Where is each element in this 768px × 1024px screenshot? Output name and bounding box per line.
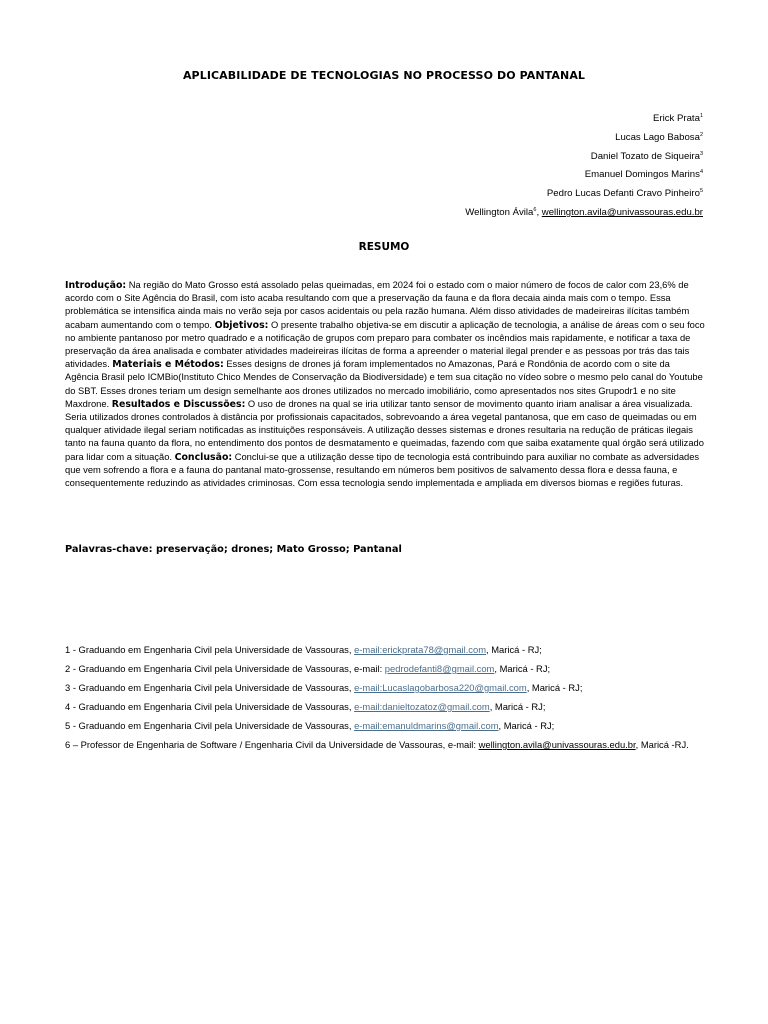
author-name: Erick Prata xyxy=(653,113,700,124)
footnote-text: 1 - Graduando em Engenharia Civil pela Universidade de Vassouras, xyxy=(65,644,355,655)
footnote-text: 4 - Graduando em Engenharia Civil pela Universidade de Vassouras, xyxy=(65,701,355,712)
footnote-text: 5 - Graduando em Engenharia Civil pela Universidade de Vassouras, xyxy=(65,720,355,731)
footnote-suffix: , Maricá - RJ; xyxy=(498,720,555,731)
footnote-email-link[interactable]: pedrodefanti8@gmail.com xyxy=(384,663,495,674)
author-footnote-ref: 4 xyxy=(699,169,703,176)
author-line xyxy=(465,147,703,166)
author-separator: , xyxy=(536,206,542,218)
author-email-link[interactable]: wellington.avila@univassouras.edu.br xyxy=(541,206,703,218)
footnote-item xyxy=(65,662,710,681)
keywords-line: Palavras-chave: preservação; drones; Mato Grosso; Pantanal xyxy=(65,544,402,555)
author-footnote-ref: 3 xyxy=(699,150,703,157)
objetivos-label: Objetivos: xyxy=(214,319,269,331)
author-name: Lucas Lago Babosa xyxy=(615,131,700,143)
footnote-item xyxy=(65,719,710,738)
objetivos-text: O presente trabalho objetiva-se em discutir a aplicação de tecnologia, a análise de áreas com o seu foco no ambiente pantanoso por metro quadrado e a notificação de grupos com preparo para combater os incêndios mais rapidamente, e notificar a taxa de preservação da área analisada e combater atividades madeireiras ilícitas de forma a apreender o material ilegal prender e as pessoas por trás das tais atividades. xyxy=(65,319,705,370)
author-footnote-ref: 1 xyxy=(699,113,703,119)
author-name: Daniel Tozato de Siqueira xyxy=(590,150,700,162)
footnotes xyxy=(65,643,710,751)
footnote-email-link[interactable]: e-mail:danieltozatoz@gmail.com xyxy=(354,701,490,712)
footnote-item xyxy=(65,681,710,700)
resultados-label: Resultados e Discussões: xyxy=(111,398,246,410)
footnote-text: 3 - Graduando em Engenharia Civil pela Universidade de Vassouras, xyxy=(65,682,355,693)
author-line xyxy=(465,184,703,203)
author-line xyxy=(465,109,703,128)
footnote-item xyxy=(65,643,710,662)
footnote-suffix: , Maricá - RJ; xyxy=(486,644,542,655)
document-title: APLICABILIDADE DE TECNOLOGIAS NO PROCESSO DO PANTANAL xyxy=(182,69,586,82)
resumo-heading: RESUMO xyxy=(358,241,410,253)
abstract-paragraph xyxy=(65,279,705,490)
footnote-email-link[interactable]: e-mail:Lucaslagobarbosa220@gmail.com xyxy=(354,682,527,693)
author-footnote-ref: 2 xyxy=(699,131,703,138)
intro-text: Na região do Mato Grosso está assolado pelas queimadas, em 2024 foi o estado com o maior número de focos de calor com 23,6% de acordo com o Site Agência do Brasil, com isto acaba resultando com que a preservação da fauna e da flora decaia ainda mais com o tempo. Essa problemática se intensifica ainda mais no verão seja por casos acidentais ou pela razão humana. Além disso atividades de madeireiras ilícitas também acabam aumentando com o tempo. xyxy=(65,280,690,330)
footnote-item xyxy=(65,700,710,719)
author-line xyxy=(465,203,703,222)
author-list xyxy=(465,109,703,222)
footnote-email-link[interactable]: e-mail:emanuldmarins@gmail.com xyxy=(354,720,499,731)
conclusao-text: Conclui-se que a utilização desse tipo de tecnologia está contribuindo para auxiliar no combate as adversidades que vem sofrendo a flora e a fauna do pantanal mato-grossense, resultando em números bem positivos de salvamento dessa flora e dessa fauna, e consequentemente reduzindo as atividades criminosas. Com essa tecnologia sendo implementada e ampliada em diversos biomas e regiões futuras. xyxy=(65,451,700,489)
footnote-suffix: , Maricá - RJ; xyxy=(489,701,546,712)
footnote-text: 6 – Professor de Engenharia de Software / Engenharia Civil da Universidade de Vassouras, e-mail: xyxy=(65,739,479,750)
author-name: Emanuel Domingos Marins xyxy=(584,169,700,181)
author-line xyxy=(465,165,703,184)
metodos-text: Esses designs de drones já foram implementados no Amazonas, Pará e Rondônia de acordo com o site da Agência Brasil pelo ICMBio(Instituto Chico Mendes de Conservação da Biodiversidade) e tem sua citação no vídeo sobre o mesmo pelo canal do Youtube do SBT. Esses drones teriam um design semelhante aos drones utilizados no mercado imobiliário, como apresentados nos sites Grupodr1 e no site Maxdrone. xyxy=(65,359,703,409)
footnote-text: 2 - Graduando em Engenharia Civil pela Universidade de Vassouras, e-mail: xyxy=(65,663,385,674)
footnote-email-link[interactable]: e-mail:erickprata78@gmail.com xyxy=(354,644,487,655)
footnote-email-link[interactable]: wellington.avila@univassouras.edu.br xyxy=(478,739,636,750)
intro-label: Introdução: xyxy=(65,280,127,291)
footnote-item xyxy=(65,738,710,751)
author-name: Wellington Ávila xyxy=(465,206,534,218)
conclusao-label: Conclusão: xyxy=(174,451,233,463)
footnote-suffix: , Maricá - RJ; xyxy=(494,663,551,674)
author-footnote-ref: 6 xyxy=(533,206,537,213)
footnote-suffix: , Maricá - RJ; xyxy=(526,682,583,693)
author-name: Pedro Lucas Defanti Cravo Pinheiro xyxy=(546,188,700,200)
footnote-suffix: , Maricá -RJ. xyxy=(635,739,689,750)
metodos-label: Materiais e Métodos: xyxy=(112,359,224,371)
author-line xyxy=(465,128,703,147)
author-footnote-ref: 5 xyxy=(699,188,703,195)
resultados-text: O uso de drones na qual se iria utilizar tanto sensor de movimento quanto iriam analisar a área visualizada. Seria utilizados drones controlados à distância por profissionais capacitados, sobrevoando a área vegetal pantanosa, que em caso de queimadas ou em qualquer atividade ilegal seriam notificadas as instituições responsáveis. A utilização desses sistemas e drones resultaria na redução de práticas ilegais tanto na fauna quanto da flora, no entendimento dos pontos de desmatamento e queimadas, fazendo com que saiba exatamente qual órgão será utilizado para lidar com a situação. xyxy=(65,398,704,462)
